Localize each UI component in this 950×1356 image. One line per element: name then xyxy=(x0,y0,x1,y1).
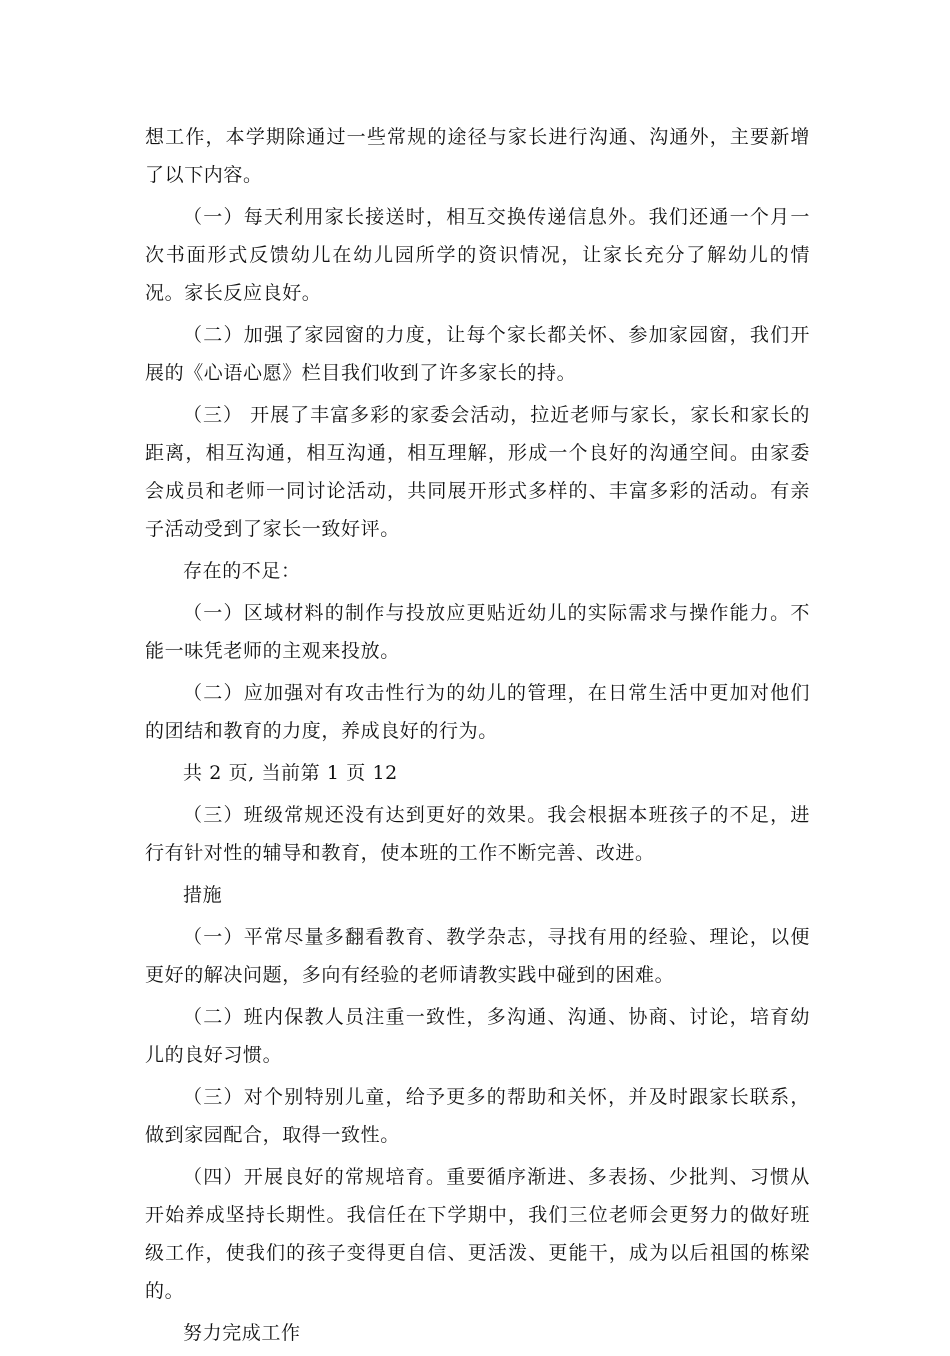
paragraph: （二）应加强对有攻击性行为的幼儿的管理，在日常生活中更加对他们的团结和教育的力度，养成良好的行为。 xyxy=(145,682,810,742)
paragraph: 想工作，本学期除通过一些常规的途径与家长进行沟通、沟通外，主要新增了以下内容。 xyxy=(145,126,810,186)
paragraph: （二）加强了家园窗的力度，让每个家长都关怀、参加家园窗，我们开展的《心语心愿》栏目我们收到了许多家长的持。 xyxy=(145,324,810,384)
section-heading: 措施 xyxy=(183,884,223,906)
paragraph: （一）平常尽量多翻看教育、教学杂志，寻找有用的经验、理论，以便更好的解决问题，多向有经验的老师请教实践中碰到的困难。 xyxy=(145,926,810,986)
paragraph: （三）对个别特别儿童，给予更多的帮助和关怀，并及时跟家长联系，做到家园配合，取得一致性。 xyxy=(145,1086,810,1146)
paragraph: （一）每天利用家长接送时，相互交换传递信息外。我们还通一个月一次书面形式反馈幼儿在幼儿园所学的资识情况，让家长充分了解幼儿的情况。家长反应良好。 xyxy=(145,206,810,304)
paragraph: 努力完成工作 xyxy=(183,1322,301,1344)
document-body xyxy=(145,118,810,1356)
paragraph: （一）区域材料的制作与投放应更贴近幼儿的实际需求与操作能力。不能一味凭老师的主观来投放。 xyxy=(145,602,810,662)
section-heading: 存在的不足： xyxy=(183,560,301,582)
paragraph: （三） 开展了丰富多彩的家委会活动，拉近老师与家长，家长和家长的距离，相互沟通，相互沟通，相互理解，形成一个良好的沟通空间。由家委会成员和老师一同讨论活动，共同展开形式多样的、丰富多彩的活动。有亲子活动受到了家长一致好评。 xyxy=(145,404,810,540)
paragraph: （三）班级常规还没有达到更好的效果。我会根据本班孩子的不足，进行有针对性的辅导和教育，使本班的工作不断完善、改进。 xyxy=(145,804,810,864)
page-indicator: 共 2 页, 当前第 1 页 12 xyxy=(183,762,398,784)
paragraph: （四）开展良好的常规培育。重要循序渐进、多表扬、少批判、习惯从开始养成坚持长期性。我信任在下学期中，我们三位老师会更努力的做好班级工作，使我们的孩子变得更自信、更活泼、更能干，成为以后祖国的栋梁的。 xyxy=(145,1166,810,1302)
paragraph: （二）班内保教人员注重一致性，多沟通、沟通、协商、讨论，培育幼儿的良好习惯。 xyxy=(145,1006,810,1066)
